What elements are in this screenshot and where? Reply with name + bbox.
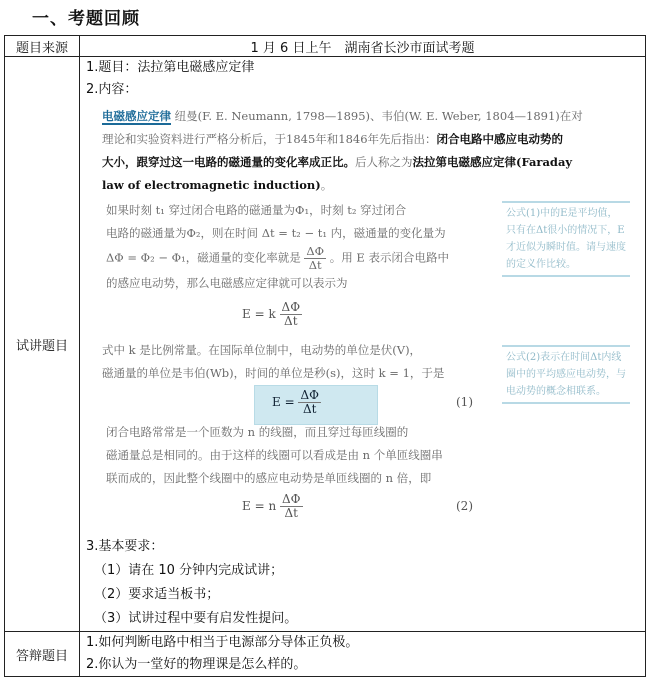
textbook-excerpt-continued: [102, 421, 640, 541]
requirements-title: 3.基本要求：: [86, 539, 164, 554]
requirement-2: （2）要求适当板书；: [94, 587, 220, 602]
equation-1-tag: (1): [456, 395, 473, 409]
textbook-excerpt: [102, 105, 640, 461]
source-value: 1 月 6 日上午 湖南省长沙市面试考题: [80, 36, 646, 57]
equation-1: E = $\frac{\Delta\Phi}{\Delta t}$: [272, 388, 319, 416]
side-note-1: 公式(1)中的E是平均值，只有在Δt很小的情况下，E 才近似为瞬时值。请与速度的定义作比较。: [502, 201, 630, 277]
content-label: 2.内容：: [86, 82, 138, 97]
source-label: 题目来源: [5, 36, 80, 57]
equation-2: E = n $\frac{\Delta\Phi}{\Delta t}$: [242, 492, 301, 520]
defense-question-2: 2.你认为一堂好的物理课是怎么样的。: [86, 657, 307, 672]
excerpt-paragraph-1: 电磁感应定律 纽曼(F. E. Neumann, 1798—1895)、韦伯(W. E. Weber, 1804—1891)在对 理论和实验资料进行严格分析后，于1845年和1846年先后指出：闭合电路中感应电动势的 大小，跟穿过这一电路的磁通量的变化率成正比。后人称之为法拉第电磁感应定律(Faraday law of electromagnetic induction)。: [102, 109, 583, 192]
excerpt-paragraph-2: 如果时刻 t₁ 穿过闭合电路的磁通量为Φ₁，时刻 t₂ 穿过闭合 电路的磁通量为Φ₂，则在时间 Δt = t₂ − t₁ 内，磁通量的变化量为 ΔΦ = Φ₂ − Φ₁，磁通量的变化率就是 $\frac{\Delta\Phi}{\Delta t}$ 。用 E 表示闭合电路中 的感应电动势，那么电磁感应定律就可以表示为: [106, 203, 449, 290]
defense-cell: [80, 632, 646, 677]
excerpt-paragraph-3: 式中 k 是比例常量。在国际单位制中，电动势的单位是伏(V)， 磁通量的单位是韦伯(Wb)，时间的单位是秒(s)，这时 k = 1，于是: [102, 343, 445, 380]
defense-question-1: 1.如何判断电路中相当于电源部分导体正负极。: [86, 635, 359, 650]
side-note-2: 公式(2)表示在时间Δt内线圈中的平均感应电动势，与电动势的概念相联系。: [502, 345, 630, 404]
trial-lecture-cell: [80, 57, 646, 632]
defense-label: 答辩题目: [5, 632, 80, 677]
equation-2-tag: (2): [456, 499, 473, 513]
requirement-3: （3）试讲过程中要有启发性提问。: [94, 611, 298, 626]
requirement-1: （1）请在 10 分钟内完成试讲；: [94, 563, 284, 578]
page-title: 一、考题回顾: [32, 9, 140, 29]
topic-line: 1.题目：法拉第电磁感应定律: [86, 60, 255, 75]
trial-lecture-label: 试讲题目: [5, 57, 80, 632]
keyword-heading: 电磁感应定律: [102, 109, 171, 123]
exam-table: [4, 35, 646, 677]
flux-rate-fraction: $\frac{\Delta\Phi}{\Delta t}$: [306, 244, 325, 272]
equation-k: E = k $\frac{\Delta\Phi}{\Delta t}$: [242, 300, 301, 328]
excerpt-paragraph-4: 闭合电路常常是一个匝数为 n 的线圈，而且穿过每匝线圈的 磁通量总是相同的。由于这样的线圈可以看成是由 n 个单匝线圈串 联而成的，因此整个线圈中的感应电动势是单匝线圈的 n 倍，即: [106, 425, 443, 485]
